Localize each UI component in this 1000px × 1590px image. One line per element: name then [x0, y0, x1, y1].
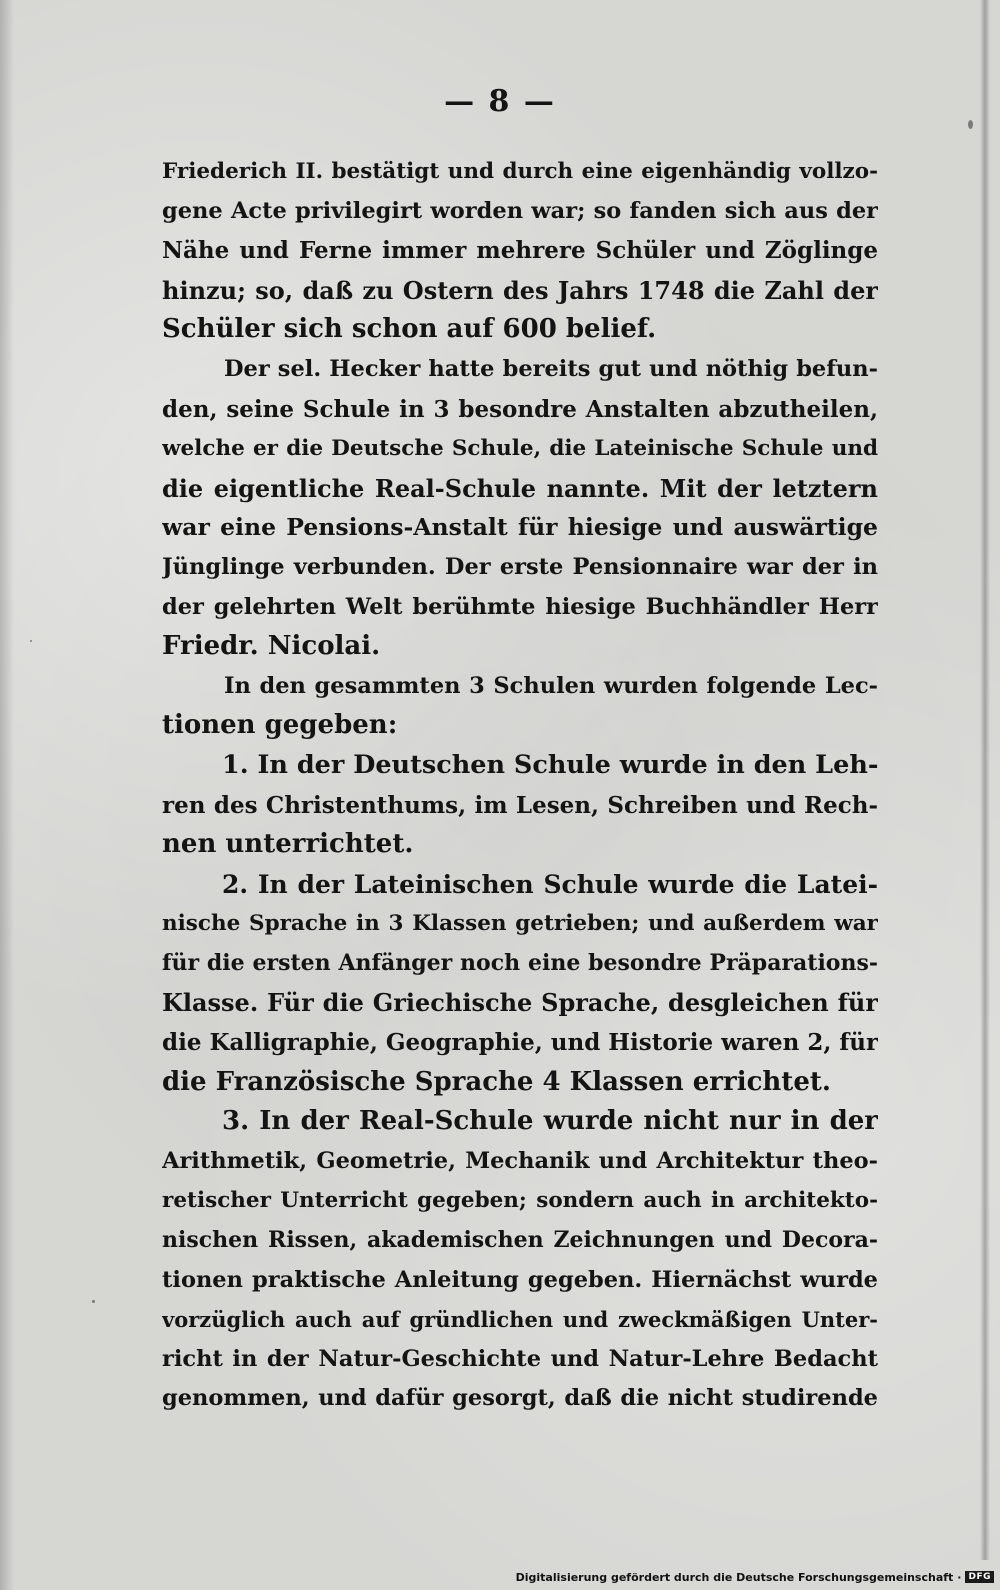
text-line: welche er die Deutsche Schule, die Lateinische Schule und	[162, 436, 878, 462]
page-number: — 8 —	[444, 84, 556, 119]
body-text	[162, 152, 878, 1419]
digitization-credit: Digitalisierung gefördert durch die Deutsche Forschungsgemeinschaft · DFG	[516, 1568, 994, 1586]
text-line: genommen, und dafür gesorgt, daß die nicht studirende	[162, 1385, 878, 1412]
text-line: retischer Unterricht gegeben; sondern auch in architekto-	[162, 1188, 878, 1214]
text-line: nischen Rissen, akademischen Zeichnungen und Decora-	[162, 1227, 878, 1254]
text-line: der gelehrten Welt berühmte hiesige Buchhändler Herr	[162, 593, 878, 620]
text-line: 2. In der Lateinischen Schule wurde die Latei-	[222, 869, 878, 899]
text-line: die Französische Sprache 4 Klassen errichtet.	[162, 1066, 831, 1097]
text-line: Friederich II. bestätigt und durch eine eigenhändig vollzo-	[162, 159, 878, 184]
text-line: 1. In der Deutschen Schule wurde in den Leh-	[222, 749, 878, 780]
text-line: nische Sprache in 3 Klassen getrieben; und außerdem war	[162, 911, 878, 937]
text-line: Jünglinge verbunden. Der erste Pensionnaire war der in	[162, 553, 878, 580]
credit-text: Digitalisierung gefördert durch die Deutsche Forschungsgemeinschaft	[515, 1570, 954, 1584]
text-line: 3. In der Real-Schule wurde nicht nur in der	[222, 1106, 878, 1137]
text-line: Klasse. Für die Griechische Sprache, desgleichen für	[162, 988, 878, 1018]
scan-speck	[92, 1300, 95, 1303]
scan-speck	[30, 640, 32, 642]
page-gutter-shadow	[0, 0, 14, 1590]
text-line: Schüler sich schon auf 600 belief.	[162, 314, 657, 345]
text-line: Nähe und Ferne immer mehrere Schüler und Zöglinge	[162, 237, 878, 265]
text-line: die Kalligraphie, Geographie, und Historie waren 2, für	[162, 1029, 878, 1057]
text-line: den, seine Schule in 3 besondre Anstalten abzutheilen,	[162, 395, 878, 423]
text-line: tionen gegeben:	[162, 710, 398, 741]
page-edge	[980, 0, 990, 1560]
text-line: Arithmetik, Geometrie, Mechanik und Architektur theo-	[162, 1147, 878, 1174]
text-line: für die ersten Anfänger noch eine besondre Präparations-	[162, 949, 878, 976]
text-line: In den gesammten 3 Schulen wurden folgende Lec-	[224, 672, 878, 699]
text-line: richt in der Natur-Geschichte und Natur-Lehre Bedacht	[162, 1345, 878, 1372]
text-line: hinzu; so, daß zu Ostern des Jahrs 1748 die Zahl der	[162, 275, 878, 305]
dfg-logo-icon: DFG	[965, 1571, 994, 1583]
text-line: Friedr. Nicolai.	[162, 631, 381, 662]
text-line: ren des Christenthums, im Lesen, Schreiben und Rech-	[162, 791, 878, 819]
text-line: nen unterrichtet.	[162, 829, 414, 860]
text-line: die eigentliche Real-Schule nannte. Mit der letztern	[162, 473, 878, 503]
text-line: gene Acte privilegirt worden war; so fanden sich aus der	[162, 197, 878, 224]
text-line: Der sel. Hecker hatte bereits gut und nöthig befun-	[224, 355, 878, 382]
text-line: war eine Pensions-Anstalt für hiesige und auswärtige	[162, 513, 878, 542]
text-line: tionen praktische Anleitung gegeben. Hiernächst wurde	[162, 1266, 878, 1293]
scan-speck	[968, 120, 973, 129]
text-line: vorzüglich auch auf gründlichen und zweckmäßigen Unter-	[162, 1307, 878, 1333]
